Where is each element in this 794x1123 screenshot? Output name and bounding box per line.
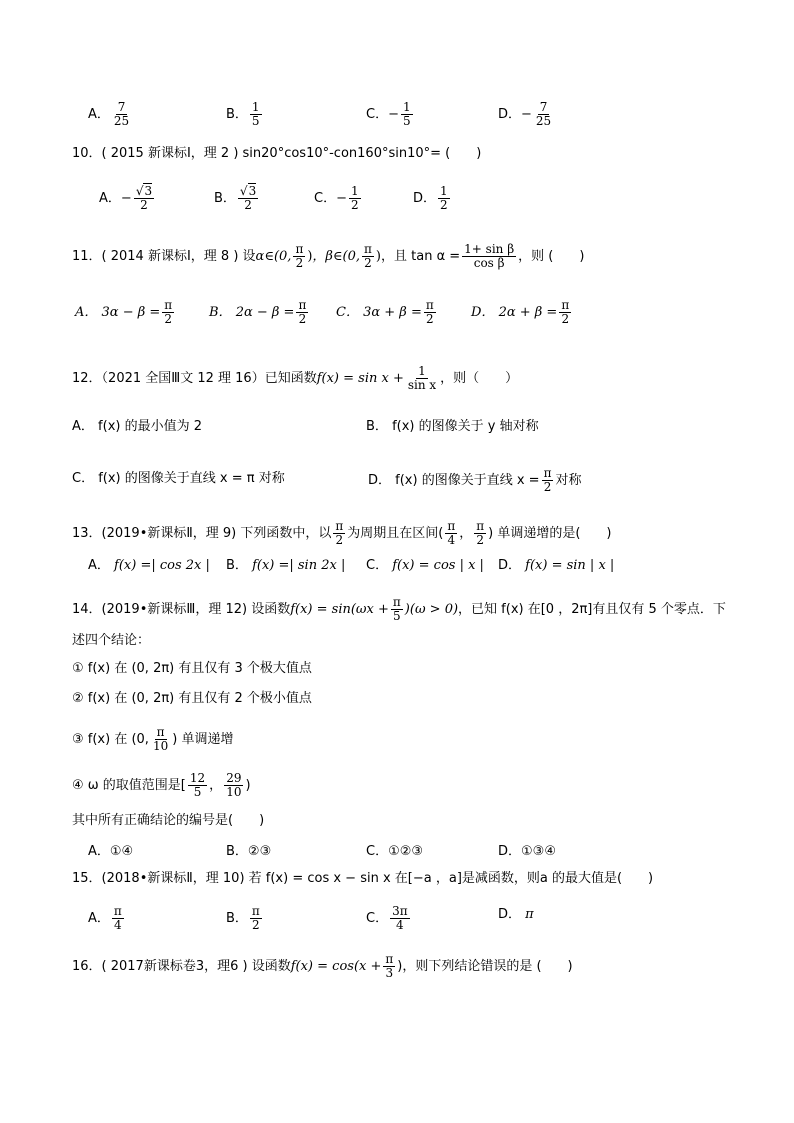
q14-statement-4: ④ ω 的取值范围是[ $\frac{12}{5}$ ， $\frac{29}{10}$ ) (72, 771, 251, 800)
q15-option-b: B． $\frac{\pi}{2}$ (226, 904, 260, 933)
q14-statement-2: ② f(x) 在 (0, 2π) 有且仅有 2 个极小值点 (72, 691, 312, 706)
q12-option-c: C． f(x) 的图像关于直线 x = π 对称 (72, 471, 285, 486)
q14-stem: 14．(2019•新课标Ⅲ，理 12) 设函数f(x) = sin(ωx + $\frac{\pi}{5}$ )(ω > 0)，已知 f(x) 在[0 ，2π]有且仅有 5 个零点．下 (72, 595, 726, 624)
q9-option-c: C．− $\frac{1}{5}$ (366, 100, 411, 129)
q14-option-b: B．②③ (226, 844, 272, 859)
q9-option-d: D．− $\frac{7}{25}$ (498, 100, 552, 129)
q10-option-a: A．− $\frac{√3}{2}$ (99, 184, 153, 213)
q14-option-d: D．①③④ (498, 844, 556, 859)
q13-option-c: C． f(x) = cos | x | (366, 558, 484, 573)
q11-option-b: B． 2α − β = $\frac{\pi}{2}$ (209, 298, 307, 327)
q12-option-a: A． f(x) 的最小值为 2 (72, 419, 202, 434)
q14-option-c: C．①②③ (366, 844, 424, 859)
q14-option-a: A．①④ (88, 844, 134, 859)
q11-option-d: D． 2α + β = $\frac{\pi}{2}$ (471, 298, 570, 327)
q13-option-d: D． f(x) = sin | x | (498, 558, 615, 573)
q12-stem: 12．（2021 全国Ⅲ文 12 理 16）已知函数f(x) = sin x + $\frac{1}{\text{sin x}}$ ，则（ ） (72, 364, 519, 393)
q15-stem: 15．(2018•新课标Ⅱ，理 10) 若 f(x) = cos x − sin x 在[−a ，a]是减函数，则a 的最大值是( ) (72, 871, 654, 886)
q10-option-b: B． $\frac{√3}{2}$ (214, 184, 257, 213)
q9-option-b: B． $\frac{1}{5}$ (226, 100, 260, 129)
q14-statement-3: ③ f(x) 在 (0, $\frac{\pi}{10}$ ) 单调递增 (72, 725, 234, 754)
q11-option-c: C． 3α + β = $\frac{\pi}{2}$ (336, 298, 434, 327)
q16-stem: 16．( 2017新课标卷3，理6 ) 设函数f(x) = cos(x + $\frac{\pi}{3}$ )，则下列结论错误的是 ( ) (72, 952, 573, 981)
q13-stem: 13．(2019•新课标Ⅱ，理 9) 下列函数中，以 $\frac{\pi}{2}$ 为周期且在区间( $\frac{\pi}{4}$ ， $\frac{\pi}{2}$ ) 单调递增的是( ) (72, 519, 612, 548)
q11-stem: 11．( 2014 新课标Ⅰ，理 8 ) 设α∈(0, $\frac{\pi}{2}$ )，β∈(0, $\frac{\pi}{2}$ )，且 tan α = $\frac{\text{1+ sin β}}{\text{cos β}}$ ，则 ( ) (72, 242, 585, 271)
q9-option-a: A． $\frac{7}{25}$ (88, 100, 130, 129)
q12-option-b: B． f(x) 的图像关于 y 轴对称 (366, 419, 539, 434)
q10-option-c: C．− $\frac{1}{2}$ (314, 184, 359, 213)
q13-option-b: B． f(x) =| sin 2x | (226, 558, 346, 573)
q10-stem: 10．( 2015 新课标Ⅰ，理 2 ) sin20°cos10°-con160°sin10°= ( ) (72, 146, 482, 161)
q13-option-a: A． f(x) =| cos 2x | (88, 558, 210, 573)
q14-question: 其中所有正确结论的编号是( ) (72, 813, 265, 828)
q14-line2: 述四个结论： (72, 633, 151, 648)
q14-statement-1: ① f(x) 在 (0, 2π) 有且仅有 3 个极大值点 (72, 661, 312, 676)
q15-option-a: A． $\frac{\pi}{4}$ (88, 904, 122, 933)
q15-option-d: D． π (498, 907, 534, 922)
q11-option-a: A． 3α − β = $\frac{\pi}{2}$ (75, 298, 173, 327)
q10-option-d: D． $\frac{1}{2}$ (413, 184, 448, 213)
q15-option-c: C． $\frac{3\pi}{4}$ (366, 904, 408, 933)
q12-option-d: D． f(x) 的图像关于直线 x = $\frac{\pi}{2}$ 对称 (368, 466, 582, 495)
